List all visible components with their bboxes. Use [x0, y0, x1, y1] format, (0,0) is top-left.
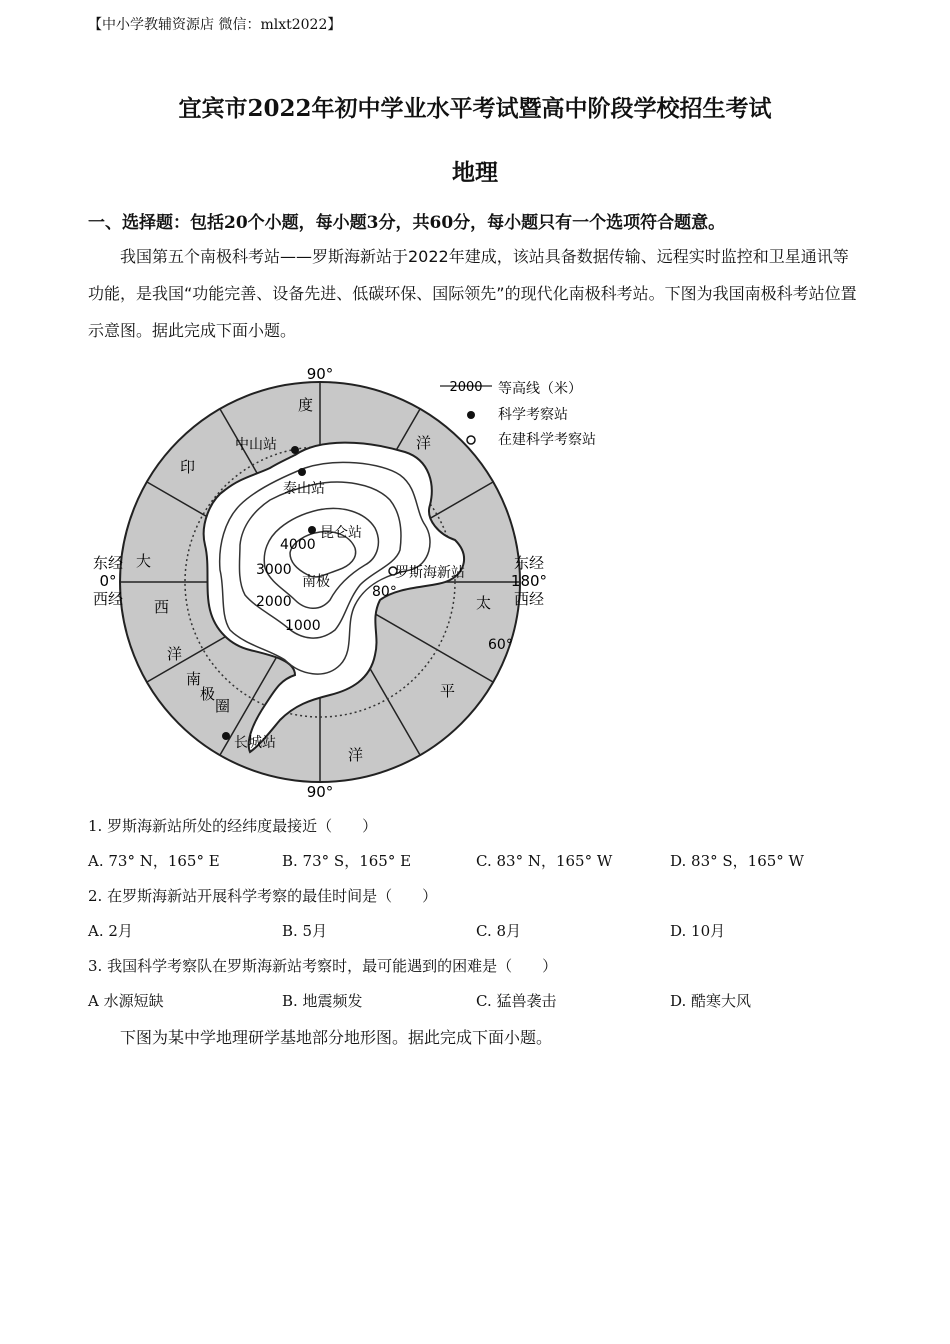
question-1-option-a[interactable]: A. 73° N，165° E: [88, 852, 220, 870]
circle-char-quan: 圈: [215, 697, 231, 715]
question-2-option-b[interactable]: B. 5月: [282, 922, 328, 940]
contour-3000-label: 3000: [256, 562, 292, 578]
contour-2000-label: 2000: [256, 594, 292, 610]
ocean-char-tai: 太: [476, 594, 492, 612]
question-1-option-c[interactable]: C. 83° N，165° W: [476, 852, 613, 870]
intro-paragraph: 我国第五个南极科考站——罗斯海新站于2022年建成，该站具备数据传输、远程实时监控和卫星通讯等功能，是我国“功能完善、设备先进、低碳环保、国际领先”的现代化南极科考站。下图为我国南极科考站位置示意图。据此完成下面小题。: [88, 247, 857, 340]
question-3-option-c[interactable]: C. 猛兽袭击: [476, 992, 557, 1010]
legend-contour-label: 等高线（米）: [498, 381, 582, 397]
question-1-option-b[interactable]: B. 73° S，165° E: [282, 852, 412, 870]
bottom-longitude-label: 90°: [306, 783, 334, 801]
zhongshan-station-label: 中山站: [235, 437, 277, 453]
ocean-char-ping: 平: [440, 682, 456, 700]
ocean-char-yang-indian: 洋: [416, 434, 432, 452]
ocean-char-da: 大: [136, 552, 152, 570]
header-note: 【中小学教辅资源店 微信：mlxt2022】: [88, 17, 342, 33]
lat-60-label: 60°: [488, 637, 513, 653]
legend-station-label: 科学考察站: [498, 407, 568, 423]
left-east-label: 东经: [92, 554, 124, 572]
question-2-option-c[interactable]: C. 8月: [476, 922, 522, 940]
question-2-option-a[interactable]: A. 2月: [88, 922, 133, 940]
question-2-option-d[interactable]: D. 10月: [670, 922, 726, 940]
kunlun-station-label: 昆仑站: [320, 525, 362, 541]
taishan-station-label: 泰山站: [283, 481, 325, 497]
circle-char-nan: 南: [186, 670, 202, 688]
question-3-stem: 3. 我国科学考察队在罗斯海新站考察时，最可能遇到的困难是（ ）: [88, 957, 558, 975]
top-longitude-label: 90°: [306, 365, 334, 383]
contour-1000-label: 1000: [285, 618, 321, 634]
ocean-char-yin: 印: [180, 458, 196, 476]
section-heading: 一、选择题：包括20个小题，每小题3分，共60分，每小题只有一个选项符合题意。: [88, 213, 726, 233]
question-3-option-d[interactable]: D. 酷寒大风: [670, 992, 752, 1010]
right-east-label: 东经: [513, 554, 545, 572]
taishan-station-dot: [298, 468, 306, 476]
left-west-label: 西经: [92, 590, 124, 608]
lat-80-label: 80°: [372, 584, 397, 600]
contour-4000-label: 4000: [280, 537, 316, 553]
ocean-char-du: 度: [298, 396, 314, 414]
exam-title: 宜宾市2022年初中学业水平考试暨高中阶段学校招生考试: [178, 95, 772, 122]
ocean-char-yang-pacific: 洋: [348, 746, 364, 764]
legend-building-dot: [467, 436, 475, 444]
ocean-char-xi: 西: [154, 598, 170, 616]
zhongshan-station-dot: [291, 446, 299, 454]
legend-building-label: 在建科学考察站: [498, 432, 596, 448]
antarctica-map: [80, 360, 640, 805]
question-3-option-b[interactable]: B. 地震频发: [282, 992, 363, 1010]
kunlun-station-dot: [308, 526, 316, 534]
question-2-stem: 2. 在罗斯海新站开展科学考察的最佳时间是（ ）: [88, 887, 438, 905]
right-west-label: 西经: [513, 590, 545, 608]
map-legend: [440, 377, 596, 448]
legend-station-dot: [467, 411, 475, 419]
question-3-option-a[interactable]: A 水源短缺: [88, 992, 164, 1010]
question-1-stem: 1. 罗斯海新站所处的经纬度最接近（ ）: [88, 817, 378, 835]
circle-char-ji: 极: [200, 685, 216, 703]
south-pole-label: 南极: [302, 574, 330, 590]
ocean-char-yang-atlantic: 洋: [167, 645, 183, 663]
question-1-option-d[interactable]: D. 83° S，165° W: [670, 852, 804, 870]
closing-paragraph: 下图为某中学地理研学基地部分地形图。据此完成下面小题。: [120, 1028, 553, 1047]
ross-sea-station-label: 罗斯海新站: [395, 565, 465, 581]
great-wall-station-label: 长城站: [234, 735, 276, 751]
right-180-label: 180°: [510, 572, 548, 590]
left-zero-label: 0°: [99, 572, 117, 590]
subject-title: 地理: [452, 159, 498, 186]
legend-contour-value: 2000: [449, 380, 483, 395]
great-wall-station-dot: [222, 732, 230, 740]
